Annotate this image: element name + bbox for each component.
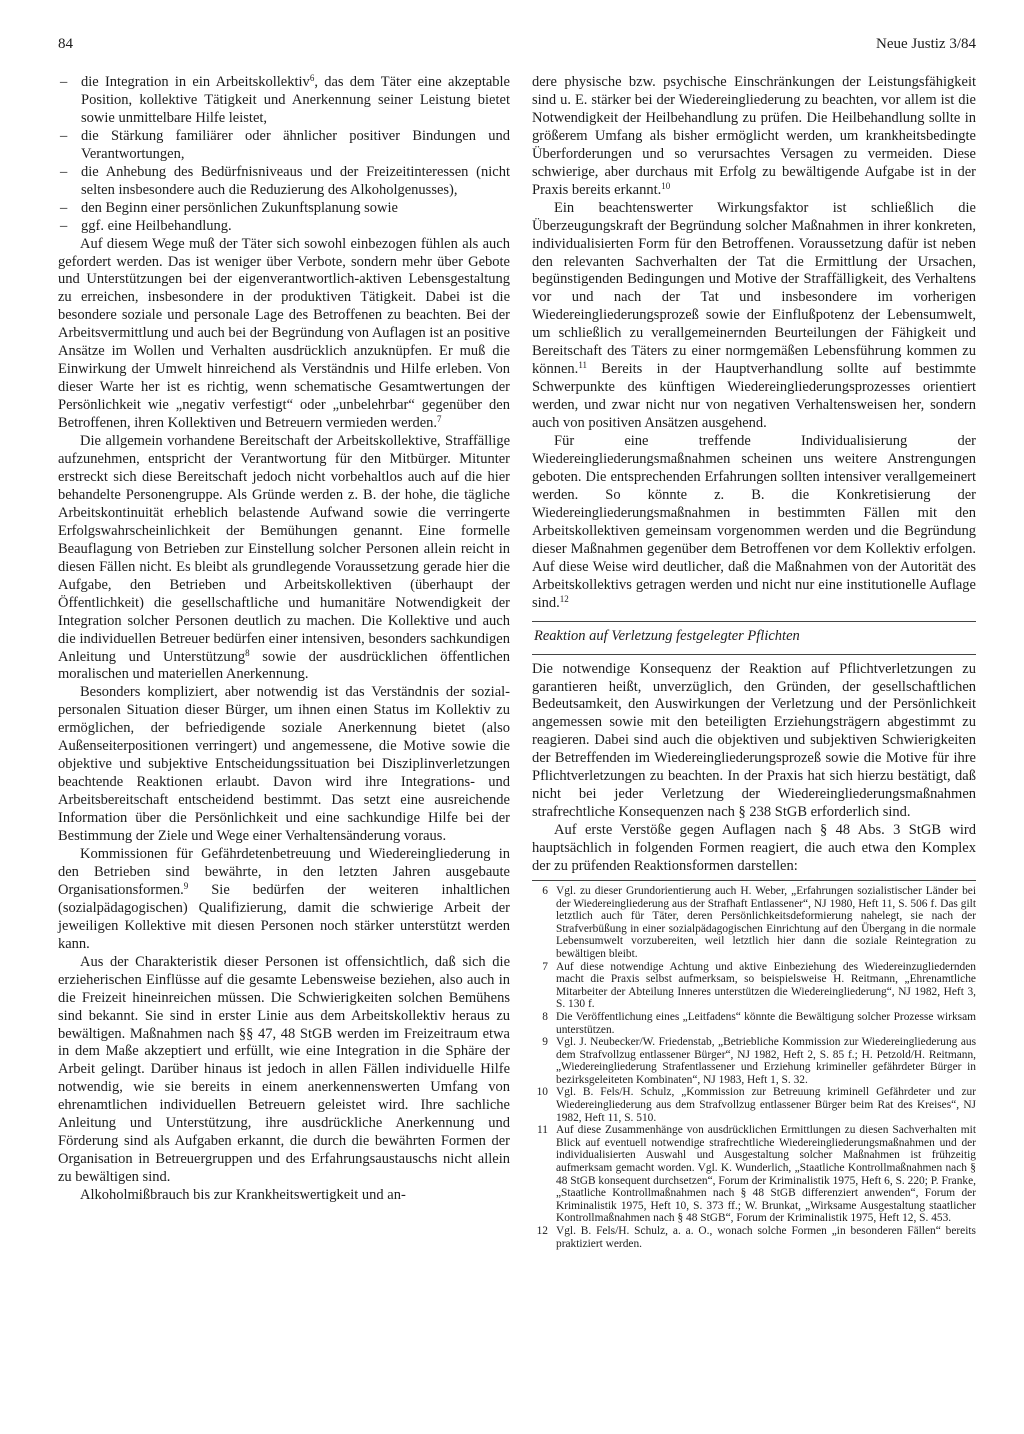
list-item (58, 128, 510, 164)
dash-marker: – (60, 199, 68, 216)
footnotes (532, 880, 976, 1250)
paragraph (532, 433, 976, 613)
footnote-text: Vgl. zu dieser Grundorientierung auch H. Weber, „Erfahrungen sozialistischer Länder bei der Wiedereingliederung aus der Strafhaft Entlassener“, NJ 1980, Heft 11, S. 506 f. Das gilt letztlich auch für Täter, deren Persönlichkeitsdeformierung nahelegt, sie nach der Strafverbüßung in einer sozialpädagogischen Einrichtung auf den Übergang in die normale Lebensumwelt vorzubereiten, weil letztlich hier dann die soziale Reintegration zu bewältigen bleibt. (556, 884, 976, 960)
right-paragraphs (532, 74, 976, 613)
paragraph-text: sowie der ausdrücklichen öffentlichen moralischen und materiellen Anerkennung. (58, 648, 510, 683)
footnote (532, 1225, 976, 1250)
paragraph (58, 684, 510, 846)
paragraph-text: Sie bedürfen der weiteren inhaltlichen (sozialpädagogischen) Qualifizierung, damit die schwierige Arbeit der jeweiligen Kollektive mit diesen Personen noch stärker unterstützt werden kann. (58, 881, 510, 952)
footnote-ref: 9 (183, 880, 189, 891)
footnote-ref: 11 (578, 360, 587, 371)
footnote-ref: 12 (559, 593, 569, 604)
paragraph-text: Die notwendige Konsequenz der Reaktion auf Pflichtverletzungen zu garantieren heißt, unverzüglich, den Gründen, der gesellschaftlichen Bedeutsamkeit, den Auswirkungen der Verletzung und der Persönlichkeit angemessen sowie mit den beteiligten Erziehungsträgern abgestimmt zu reagieren. Dabei sind auch die objektiven und subjektiven Schwierigkeiten der Betreffenden im Wiedereingliederungsprozeß sowie die Motive für ihre Pflichtverletzungen zu beachten. In der Praxis hat sich hierzu bestätigt, daß nicht bei jeder Verletzung der Wiedereingliederungsmaßnahmen strafrechtliche Konsequenzen nach § 238 StGB erforderlich sind. (532, 660, 976, 821)
page-header (56, 36, 976, 58)
footnote-number: 7 (542, 960, 548, 973)
footnote (532, 1086, 976, 1124)
footnote (532, 961, 976, 1011)
bullet-list (58, 74, 510, 236)
list-item (58, 74, 510, 128)
paragraph (532, 74, 976, 200)
left-paragraphs (58, 236, 510, 1205)
footnote-text: Auf diese notwendige Achtung und aktive Einbeziehung des Wiedereinzugliedernden macht die Praxis selbst aufmerksam, so beispielsweise H. Reitmann, „Ehrenamtliche Mitarbeiter der Abteilung Inneres unterstützen die Wiedereingliederung“, NJ 1982, Heft 3, S. 130 f. (556, 960, 976, 1011)
list-item (58, 164, 510, 200)
footnote (532, 1124, 976, 1225)
paragraph (532, 661, 976, 823)
paragraph-text: Alkoholmißbrauch bis zur Krankheitswertigkeit und an- (80, 1187, 406, 1204)
footnote-number: 8 (542, 1010, 548, 1023)
footnote-number: 11 (537, 1124, 548, 1137)
left-column (58, 74, 510, 1205)
paragraph-text: die Stärkung familiärer oder ähnlicher positiver Bindungen und Verantwortungen, (81, 127, 510, 162)
paragraph (58, 433, 510, 684)
section-paragraphs (532, 661, 976, 876)
paragraph-text: Auf diesem Wege muß der Täter sich sowohl einbezogen fühlen als auch gefordert werden. Das ist weniger über Verbote, sondern mehr über Gebote und Unterstützungen bei der eigenverantwortlich-aktiven Lebensgestaltung zu erreichen, insbesondere in der produktiven Tätigkeit. Dabei ist die besondere soziale und personale Lage des Betroffenen zu beachten. Bei der Arbeitsvermittlung und auch bei der Begründung von Auflagen ist an positive Ansätze im Wollen und Verhalten ausdrücklich anzuknüpfen. Er muß die Einwirkung der Umwelt hinreichend als Verständnis und Hilfe erleben. Von dieser Warte her ist es richtig, wenn schematische Gesamtwertungen der Persönlichkeit wie „negativ verfestigt“ oder „unbelehrbar“ gegenüber den Betroffenen, ihren Kollektiven und Betreuern vermieden werden. (58, 235, 510, 432)
paragraph (58, 236, 510, 433)
section-divider (532, 654, 976, 655)
paragraph-text: die Anhebung des Bedürfnisniveaus und der Freizeitinteressen (nicht selten insbesondere auch die Reduzierung des Alkoholgenusses), (81, 163, 510, 198)
paragraph (58, 1187, 510, 1205)
page-number: 84 (58, 36, 73, 52)
paragraph-text: Für eine treffende Individualisierung der Wiedereingliederungsmaßnahmen scheinen uns weitere Anstrengungen geboten. Die entsprechenden Erfahrungen sollten intensiver verallgemeinert werden. So könnte z. B. die Konkretisierung der Wiedereingliederungsmaßnahmen in bestimmten Fällen mit den Arbeitskollektiven gemeinsam vorgenommen werden und die Begründung dieser Maßnahmen gegenüber dem Betroffenen vor dem Kollektiv erfolgen. Auf diese Weise wird deutlicher, daß die Maßnahmen von der Autorität des Arbeitskollektivs getragen werden und nicht nur eine institutionelle Auflage sind. (532, 433, 976, 611)
paragraph (532, 822, 976, 876)
list-item (58, 200, 510, 218)
footnote-number: 12 (536, 1225, 548, 1238)
paragraph-text: den Beginn einer persönlichen Zukunftsplanung sowie (81, 199, 398, 216)
footnote-text: Vgl. B. Fels/H. Schulz, „Kommission zur Betreuung kriminell Gefährdeter und zur Wiedereingliederung aus dem Strafvollzug entlassener Bürger beim Rat des Kreises“, NJ 1982, Heft 11, S. 510. (556, 1086, 976, 1124)
footnote (532, 1011, 976, 1036)
paragraph (532, 200, 976, 433)
dash-marker: – (60, 74, 68, 90)
footnote-number: 6 (542, 884, 548, 897)
paragraph-text: Besonders kompliziert, aber notwendig ist das Verständnis der sozial-personalen Situation dieser Bürger, um ihnen einen Status im Kollektiv zu ermöglichen, der befriedigende soziale Anerkennung bietet (also Außenseiterpositionen verringert) und angemessene, die Motive sowie die objektive und subjektive Entscheidungssituation bei Disziplinverletzungen beachtende Reaktionen erlaubt. Davon wird ihre Integrations- und Arbeitsbereitschaft entscheidend bestimmt. Das setzt eine ausreichende Information über die Persönlichkeit und eine sachkundige Hilfe bei der Bestimmung der Ziele und Wege einer Verhaltensänderung voraus. (58, 684, 510, 845)
paragraph-text: Kommissionen für Gefährdetenbetreuung und Wiedereingliederung in den Betrieben sind bewährte, in den letzten Jahren ausgebaute Organisationsformen. (58, 845, 510, 898)
footnote-ref: 10 (661, 180, 671, 191)
paragraph-text: Ein beachtenswerter Wirkungsfaktor ist schließlich die Überzeugungskraft der Begründung solcher Maßnahmen in ihrer konkreten, individualisierten Form für den Betroffenen. Voraussetzung dafür ist neben den relevanten Sachverhalten der Tat die Ermittlung der Ursachen, begünstigenden Bedingungen und Motive der Straffälligkeit, des Verhaltens vor und nach der Tat und insbesondere im vorherigen Wiedereingliederungsprozeß sowie der Einflußpotenz der Lebensumwelt, um schließlich zu verallgemeinernden Beurteilungen der Fähigkeit und Bereitschaft des Täters zu einer normgemäßen Lebensführung kommen zu können. (532, 199, 976, 378)
paragraph-text: die Integration in ein Arbeitskollektiv (81, 74, 310, 90)
list-item (58, 218, 510, 236)
section-heading: Reaktion auf Verletzung festgelegter Pflichten (534, 627, 800, 644)
footnote (532, 1036, 976, 1086)
journal-issue: Neue Justiz 3/84 (876, 36, 976, 52)
dash-marker: – (60, 217, 68, 234)
footnote-ref: 8 (245, 647, 250, 658)
footnote (532, 885, 976, 961)
paragraph (58, 954, 510, 1187)
dash-marker: – (60, 163, 68, 180)
footnote-text: Vgl. B. Fels/H. Schulz, a. a. O., wonach solche Formen „in besonderen Fällen“ bereits praktiziert werden. (556, 1225, 976, 1250)
paragraph-text: Aus der Charakteristik dieser Personen ist offensichtlich, daß sich die erzieherischen Einflüsse auf die gesamte Lebensweise beziehen, also auch in die Freizeit hineinreichen müssen. Die Schwierigkeiten solchen Bemühens sind bekannt. Sie sind in erster Linie aus dem Arbeitskollektiv heraus zu bewältigen. Maßnahmen nach §§ 47, 48 StGB werden im Freizeitraum etwa in dem Maße akzeptiert und erfüllt, wie eine Integration in die Sphäre der Arbeit gelingt. Darüber hinaus ist jedoch in allen Fällen individuelle Hilfe notwendig, wie sie bereits in einem anerkennenswerten Umfang von ehrenamtlichen individuellen Betreuern geleistet wird. Ihre sachliche Anleitung und Unterstützung, ihre ausdrückliche Anerkennung und Förderung sind als Aufgaben erkannt, die durch die bewährten Formen der Organisation in Betreuergruppen und des Erfahrungsaustauschs nicht allein zu bewältigen sind. (58, 953, 510, 1186)
paragraph-text: dere physische bzw. psychische Einschränkungen der Leistungsfähigkeit sind u. E. stärker bei der Wiedereingliederung zu beachten, vor allem ist die Notwendigkeit der Heilbehandlung zu prüfen. Die Heilbehandlung sollte in größerem Umfang als bisher ermöglicht werden, um krankheitsbedingte Überforderungen und so verursachtes Versagen zu vermeiden. Diese schwierige, aber durchaus mit Erfolg zu bewältigende Aufgabe ist in der Praxis bereits erkannt. (532, 74, 976, 198)
footnote-text: Vgl. J. Neubecker/W. Friedenstab, „Betriebliche Kommission zur Wiedereingliederung aus dem Strafvollzug entlassener Bürger“, NJ 1982, Heft 2, S. 85 f.; H. Petzold/H. Reitmann, „Wiedereingliederung Strafentlassener und Erziehung krimineller gefährdeter Bürger in bezirksgeleiteten Kombinaten“, NJ 1983, Heft 1, S. 32. (556, 1036, 976, 1086)
footnote-number: 10 (536, 1086, 548, 1099)
paragraph-text: , das dem Täter eine akzeptable Position, kollektive Tätigkeit und Anerkennung seiner Leistung bietet sowie unmittelbare Hilfe leistet, (81, 74, 510, 126)
footnote-ref: 6 (309, 73, 315, 83)
section-divider (532, 621, 976, 622)
paragraph-text: Bereits in der Hauptverhandlung sollte auf bestimmte Schwerpunkte des künftigen Wiedereingliederungsprozesses orientiert werden, und zwar nicht nur von negativen Verhaltensweisen her, sondern auch von positiven Ansätzen ausgehend. (532, 361, 976, 432)
footnote-text: Die Veröffentlichung eines „Leitfadens“ könnte die Bewältigung solcher Prozesse wirksam unterstützen. (556, 1010, 976, 1036)
paragraph-text: Auf erste Verstöße gegen Auflagen nach § 48 Abs. 3 StGB wird hauptsächlich in folgenden Formen reagiert, die auch etwa den Komplex der zu prüfenden Reaktionsformen darstellen: (532, 822, 976, 875)
footnote-ref: 7 (437, 414, 442, 425)
footnote-number: 9 (542, 1036, 548, 1049)
paragraph-text: Die allgemein vorhandene Bereitschaft der Arbeitskollektive, Straffällige aufzunehmen, entspricht der Verantwortung für den Mitbürger. Mitunter erstreckt sich diese Bereitschaft jedoch nicht vorbehaltlos auch auf die hier behandelte Personengruppe. Als Gründe werden z. B. der hohe, die tägliche Arbeitskontinuität erheblich belastende Aufwand sowie die verringerte Erfolgswahrscheinlichkeit der Bemühungen genannt. Eine formelle Beauflagung von Betrieben zur Einstellung solcher Personen allein reicht in diesen Fällen nicht. Es bleibt als grundlegende Voraussetzung gerade hier die Aufgabe, den Betrieben und Arbeitskollektiven (überhaupt der Öffentlichkeit) die gesellschaftliche und humanitäre Notwendigkeit der Integration solcher Personen deutlich zu machen. Die Kollektive und auch die individuellen Betreuer bedürfen einer intensiven, besonders sachkundigen Anleitung und Unterstützung (58, 433, 510, 665)
paragraph (58, 846, 510, 954)
right-column (532, 74, 976, 1250)
paragraph-text: ggf. eine Heilbehandlung. (81, 217, 232, 234)
dash-marker: – (60, 127, 68, 144)
footnote-text: Auf diese Zusammenhänge von ausdrücklichen Ermittlungen zu diesen Sachverhalten mit Blick auf eventuell notwendige strafrechtliche Wiedereingliederungsmaßnahmen und der individualisierten Auswahl und Ausgestaltung solcher Maßnahmen ist frühzeitig aufmerksam gemacht worden. Vgl. K. Wunderlich, „Staatliche Kontrollmaßnahmen nach § 48 StGB konsequent durchsetzen“, Forum der Kriminalistik 1975, Heft 6, S. 220; P. Franke, „Staatliche Kontrollmaßnahmen nach § 48 StGB differenziert anwenden“, Forum der Kriminalistik 1975, Heft 10, S. 373 ff.; W. Brunkat, „Wirksame Ausgestaltung staatlicher Kontrollmaßnahmen nach § 48 StGB“, Forum der Kriminalistik 1975, Heft 12, S. 453. (556, 1124, 976, 1225)
